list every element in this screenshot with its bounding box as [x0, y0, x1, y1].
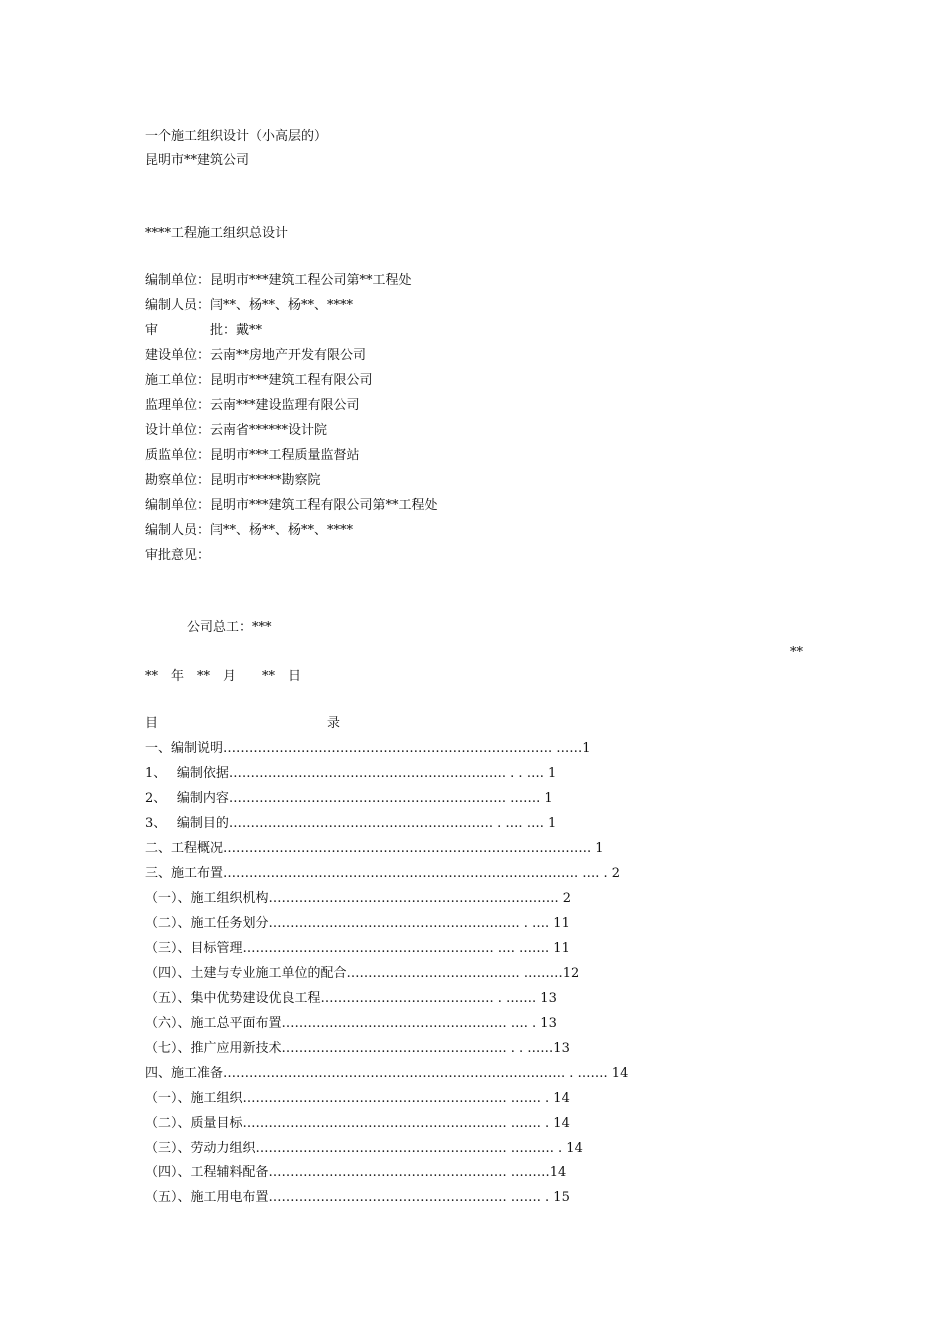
info-line: 监理单位：云南***建设监理有限公司 — [145, 398, 360, 413]
info-line: 施工单位：昆明市***建筑工程有限公司 — [145, 373, 373, 388]
toc-entry: 四、施工准备……………………………………………………………………. . ……. 14 — [145, 1066, 629, 1081]
toc-entry: （四）、工程辅料配备………………………………………………. ………14 — [145, 1165, 567, 1180]
document-title: ****工程施工组织总设计 — [145, 226, 289, 241]
toc-entry: （五）、施工用电布置………………………………………………. ……. . 15 — [145, 1190, 570, 1205]
toc-heading: 目 录 — [145, 716, 341, 731]
toc-entry: （六）、施工总平面布置……………………………………………. …. . 13 — [145, 1016, 557, 1031]
info-line: 建设单位：云南**房地产开发有限公司 — [145, 348, 367, 363]
toc-entry: （二）、质量目标……………………………………………………. ……. . 14 — [145, 1116, 570, 1131]
toc-entry: （一）、施工组织……………………………………………………. ……. . 14 — [145, 1091, 570, 1106]
date-line: ** 年 ** 月 ** 日 — [145, 669, 302, 684]
toc-entry: （五）、集中优势建设优良工程…………………………………. . ……. 13 — [145, 991, 557, 1006]
signature-mark: ** — [790, 645, 803, 660]
toc-entry: （七）、推广应用新技术……………………………………………. . . ……13 — [145, 1041, 570, 1056]
toc-entry: 三、施工布置………………………………………………………………………. …. . 2 — [145, 866, 621, 881]
toc-entry: （一）、施工组织机构…………………………………………………………. 2 — [145, 891, 572, 906]
info-line: 编制人员：闫**、杨**、杨**、**** — [145, 523, 354, 538]
info-line: 编制人员：闫**、杨**、杨**、**** — [145, 298, 354, 313]
chief-engineer-line: 公司总工：*** — [187, 620, 272, 635]
info-line: 设计单位：云南省******设计院 — [145, 423, 328, 438]
toc-entry: （三）、目标管理…………………………………………………. …. ……. 11 — [145, 941, 570, 956]
toc-entry: 3、 编制目的……………………………………………………. . …. …. 1 — [145, 816, 557, 831]
header-line-1: 一个施工组织设计（小高层的） — [145, 129, 328, 144]
toc-entry: 一、编制说明…………………………………………………………………. ……1 — [145, 741, 591, 756]
toc-entry: 2、 编制内容………………………………………………………. ……. 1 — [145, 791, 553, 806]
toc-entry: （三）、劳动力组织…………………………………………………. ………. . 14 — [145, 1141, 583, 1156]
toc-entry: （四）、土建与专业施工单位的配合…………………………………. ………12 — [145, 966, 580, 981]
toc-entry: 1、 编制依据………………………………………………………. . . …. 1 — [145, 766, 557, 781]
approval-opinion-label: 审批意见： — [145, 548, 211, 563]
info-line: 质监单位：昆明市***工程质量监督站 — [145, 448, 360, 463]
info-line: 编制单位：昆明市***建筑工程公司第**工程处 — [145, 273, 412, 288]
info-line: 编制单位：昆明市***建筑工程有限公司第**工程处 — [145, 498, 438, 513]
toc-entry: （二）、施工任务划分…………………………………………………. . …. 11 — [145, 916, 570, 931]
header-line-2: 昆明市**建筑公司 — [145, 153, 250, 168]
toc-entry: 二、工程概况…………………………………………………………………………. 1 — [145, 841, 604, 856]
info-line: 勘察单位：昆明市*****勘察院 — [145, 473, 321, 488]
info-line: 审 批：戴** — [145, 323, 263, 338]
